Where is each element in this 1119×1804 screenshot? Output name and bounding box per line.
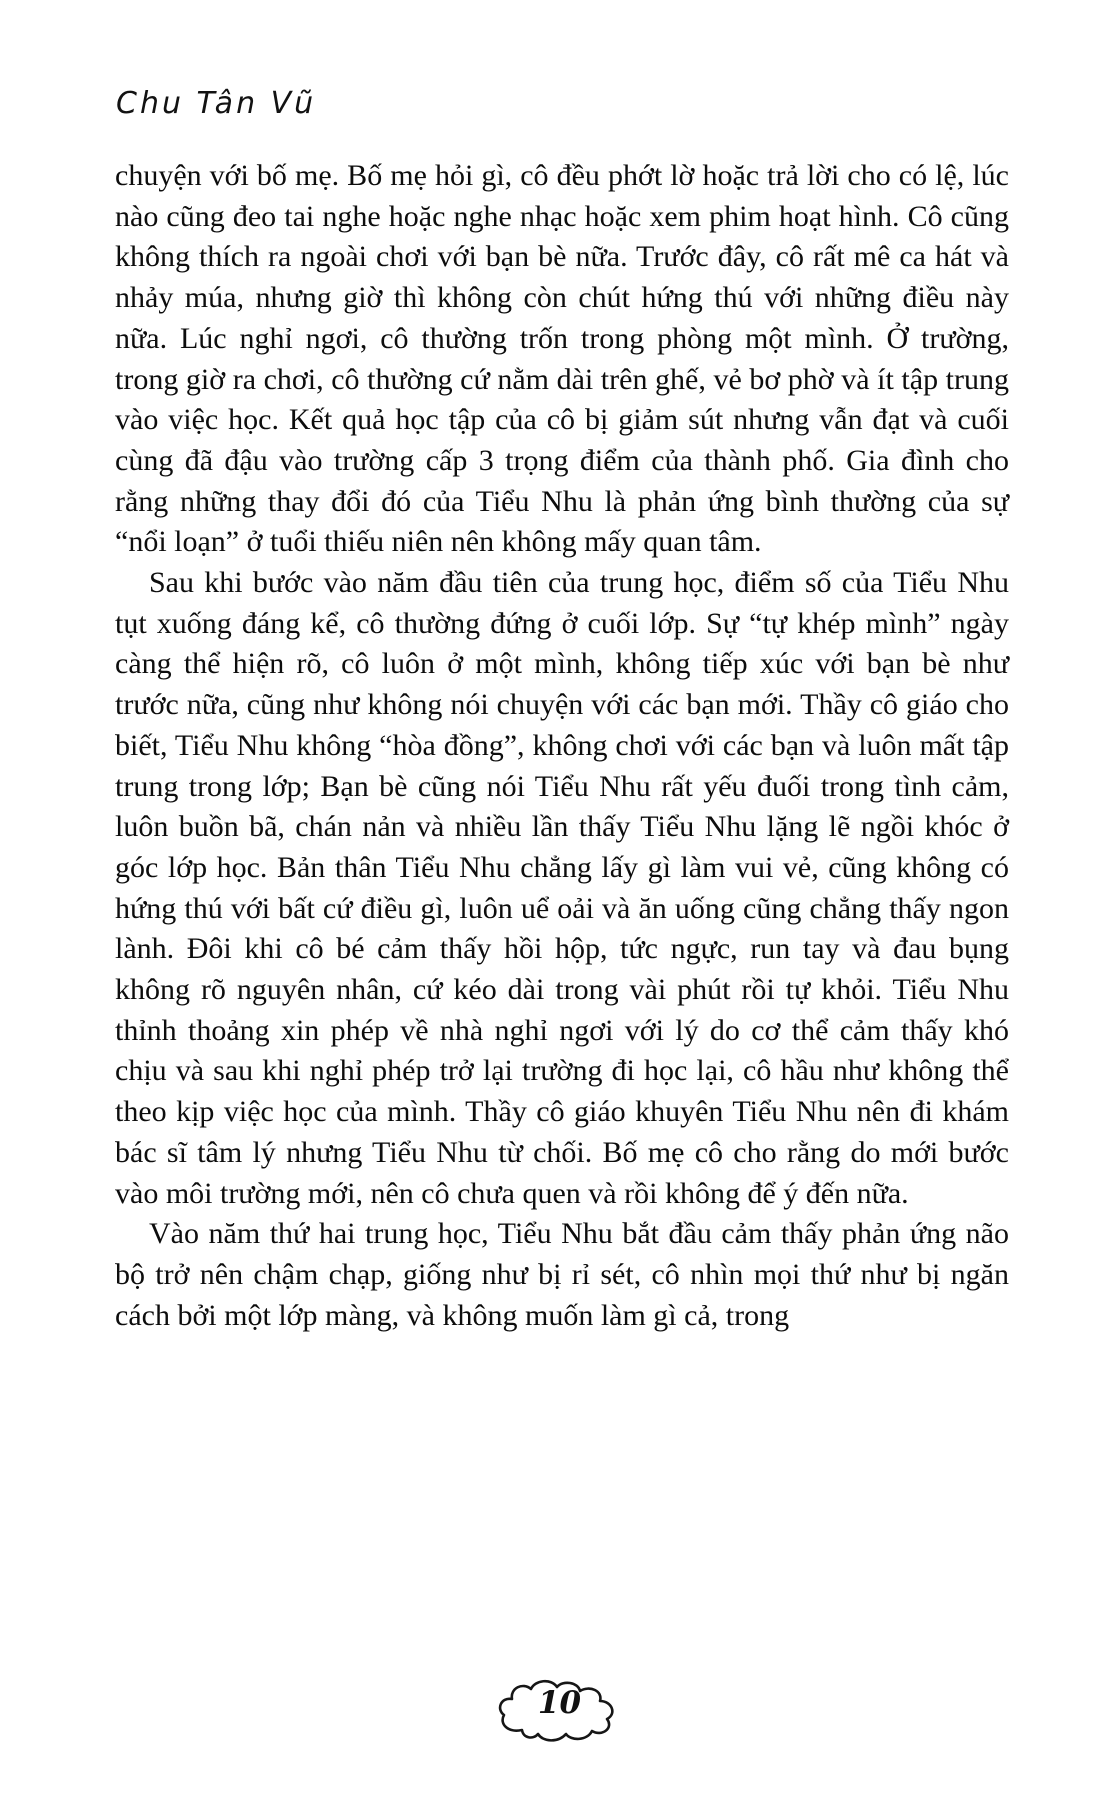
page-header-author: Chu Tân Vũ — [116, 86, 317, 121]
paragraph-2: Sau khi bước vào năm đầu tiên của trung học, điểm số của Tiểu Nhu tụt xuống đáng kể, cô thường đứng ở cuối lớp. Sự “tự khép mình” ngày càng thể hiện rõ, cô luôn ở một mình, không tiếp xúc với bạn bè như trước nữa, cũng như không nói chuyện với các bạn mới. Thầy cô giáo cho biết, Tiểu Nhu không “hòa đồng”, không chơi với các bạn và luôn mất tập trung trong lớp; Bạn bè cũng nói Tiểu Nhu rất yếu đuối trong tình cảm, luôn buồn bã, chán nản và nhiều lần thấy Tiểu Nhu lặng lẽ ngồi khóc ở góc lớp học. Bản thân Tiểu Nhu chẳng lấy gì làm vui vẻ, cũng không có hứng thú với bất cứ điều gì, luôn uể oải và ăn uống cũng chẳng thấy ngon lành. Đôi khi cô bé cảm thấy hồi hộp, tức ngực, run tay và đau bụng không rõ nguyên nhân, cứ kéo dài trong vài phút rồi tự khỏi. Tiểu Nhu thỉnh thoảng xin phép về nhà nghỉ ngơi với lý do cơ thể cảm thấy khó chịu và sau khi nghỉ phép trở lại trường đi học lại, cô hầu như không thể theo kịp việc học của mình. Thầy cô giáo khuyên Tiểu Nhu nên đi khám bác sĩ tâm lý nhưng Tiểu Nhu từ chối. Bố mẹ cô cho rằng do mới bước vào môi trường mới, nên cô chưa quen và rồi không để ý đến nữa. — [115, 566, 1009, 1210]
page-number-ornament — [494, 1678, 626, 1746]
paragraph-1: chuyện với bố mẹ. Bố mẹ hỏi gì, cô đều phớt lờ hoặc trả lời cho có lệ, lúc nào cũng đeo tai nghe hoặc nghe nhạc hoặc xem phim hoạt hình. Cô cũng không thích ra ngoài chơi với bạn bè nữa. Trước đây, cô rất mê ca hát và nhảy múa, nhưng giờ thì không còn chút hứng thú với những điều này nữa. Lúc nghỉ ngơi, cô thường trốn trong phòng một mình. Ở trường, trong giờ ra chơi, cô thường cứ nằm dài trên ghế, vẻ bơ phờ và ít tập trung vào việc học. Kết quả học tập của cô bị giảm sút nhưng vẫn đạt và cuối cùng đã đậu vào trường cấp 3 trọng điểm của thành phố. Gia đình cho rằng những thay đổi đó của Tiểu Nhu là phản ứng bình thường của sự “nổi loạn” ở tuổi thiếu niên nên không mấy quan tâm. — [115, 159, 1009, 559]
page-number: 10 — [537, 1685, 582, 1721]
paragraph-3: Vào năm thứ hai trung học, Tiểu Nhu bắt đầu cảm thấy phản ứng não bộ trở nên chậm chạp, giống như bị rỉ sét, cô nhìn mọi thứ như bị ngăn cách bởi một lớp màng, và không muốn làm gì cả, trong — [115, 1217, 1009, 1332]
body-text — [115, 156, 1009, 1336]
